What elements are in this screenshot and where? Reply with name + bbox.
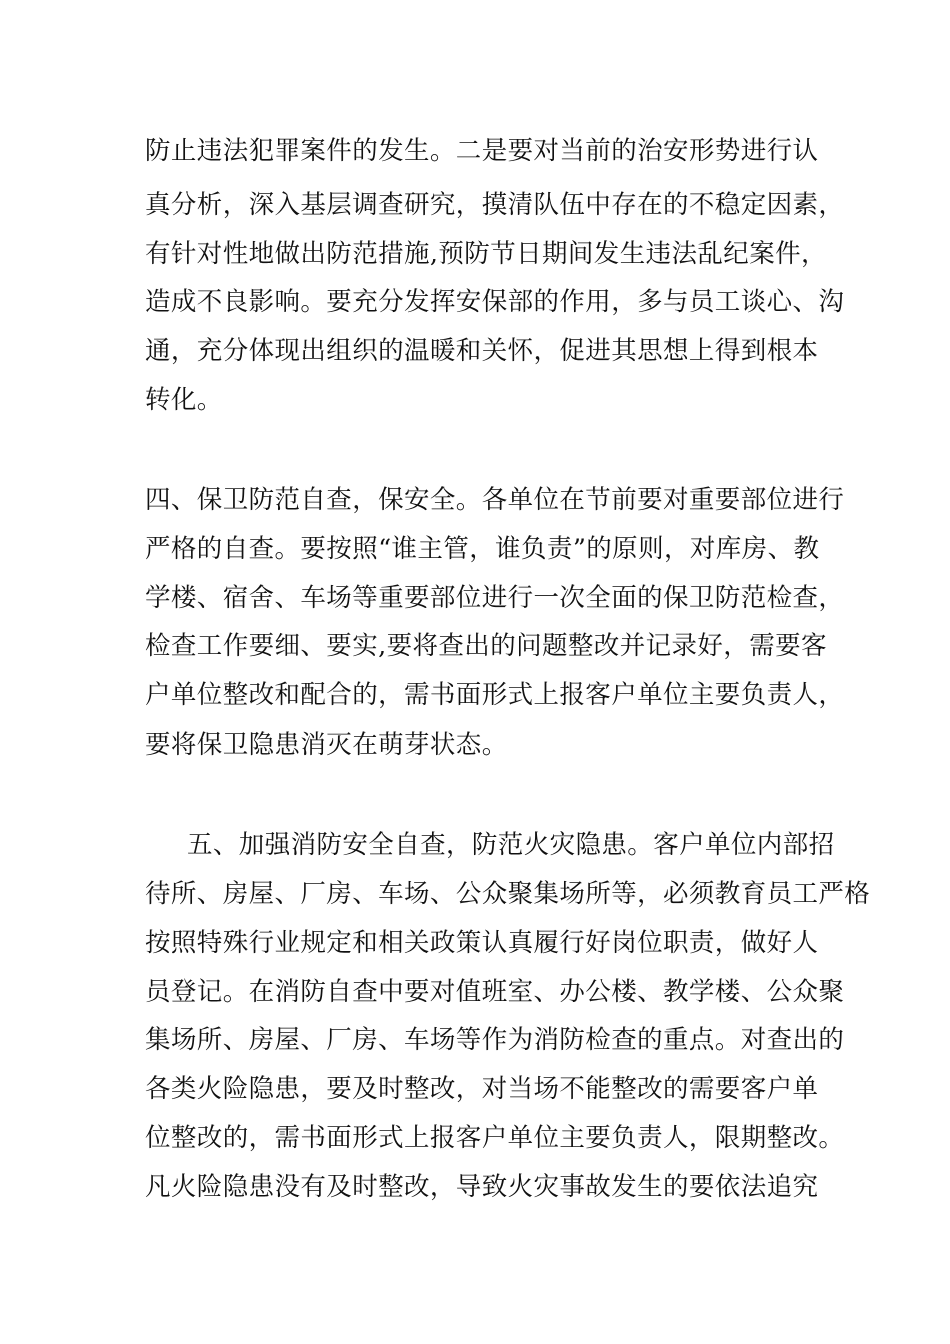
paragraph-2-line-1: 四、保卫防范自查，保安全。各单位在节前要对重要部位进行 (145, 485, 845, 515)
paragraph-2-line-4: 检查工作要细、要实,要将查出的问题整改并记录好，需要客 (145, 631, 827, 661)
paragraph-1-line-6: 转化。 (145, 385, 223, 415)
paragraph-3-line-4: 员登记。在消防自查中要对值班室、办公楼、教学楼、公众聚 (145, 977, 845, 1007)
paragraph-2-line-5: 户单位整改和配合的，需书面形式上报客户单位主要负责人， (145, 680, 845, 710)
paragraph-1-line-4: 造成不良影响。要充分发挥安保部的作用，多与员工谈心、沟 (145, 287, 845, 317)
paragraph-1-line-5: 通，充分体现出组织的温暖和关怀，促进其思想上得到根本 (145, 336, 819, 366)
paragraph-3-line-7: 位整改的，需书面形式上报客户单位主要负责人，限期整改。 (145, 1123, 845, 1153)
paragraph-2-line-3: 学楼、宿舍、车场等重要部位进行一次全面的保卫防范检查， (145, 583, 845, 613)
paragraph-3-line-8: 凡火险隐患没有及时整改，导致火灾事故发生的要依法追究 (145, 1172, 819, 1202)
paragraph-3-line-1: 五、加强消防安全自查，防范火灾隐患。客户单位内部招 (187, 830, 835, 860)
paragraph-3-line-5: 集场所、房屋、厂房、车场等作为消防检查的重点。对查出的 (145, 1025, 845, 1055)
paragraph-2-line-6: 要将保卫隐患消灭在萌芽状态。 (145, 730, 508, 760)
paragraph-3-line-6: 各类火险隐患，要及时整改，对当场不能整改的需要客户单 (145, 1074, 819, 1104)
paragraph-2-line-2: 严格的自查。要按照“谁主管，谁负责”的原则，对库房、教 (145, 534, 820, 564)
paragraph-3-line-2: 待所、房屋、厂房、车场、公众聚集场所等，必须教育员工严格 (145, 879, 871, 909)
paragraph-3-line-3: 按照特殊行业规定和相关政策认真履行好岗位职责，做好人 (145, 928, 819, 958)
paragraph-1-line-1: 防止违法犯罪案件的发生。二是要对当前的治安形势进行认 (145, 136, 819, 166)
paragraph-1-line-3: 有针对性地做出防范措施,预防节日期间发生违法乱纪案件， (145, 239, 827, 269)
paragraph-1-line-2: 真分析，深入基层调查研究，摸清队伍中存在的不稳定因素， (145, 190, 845, 220)
